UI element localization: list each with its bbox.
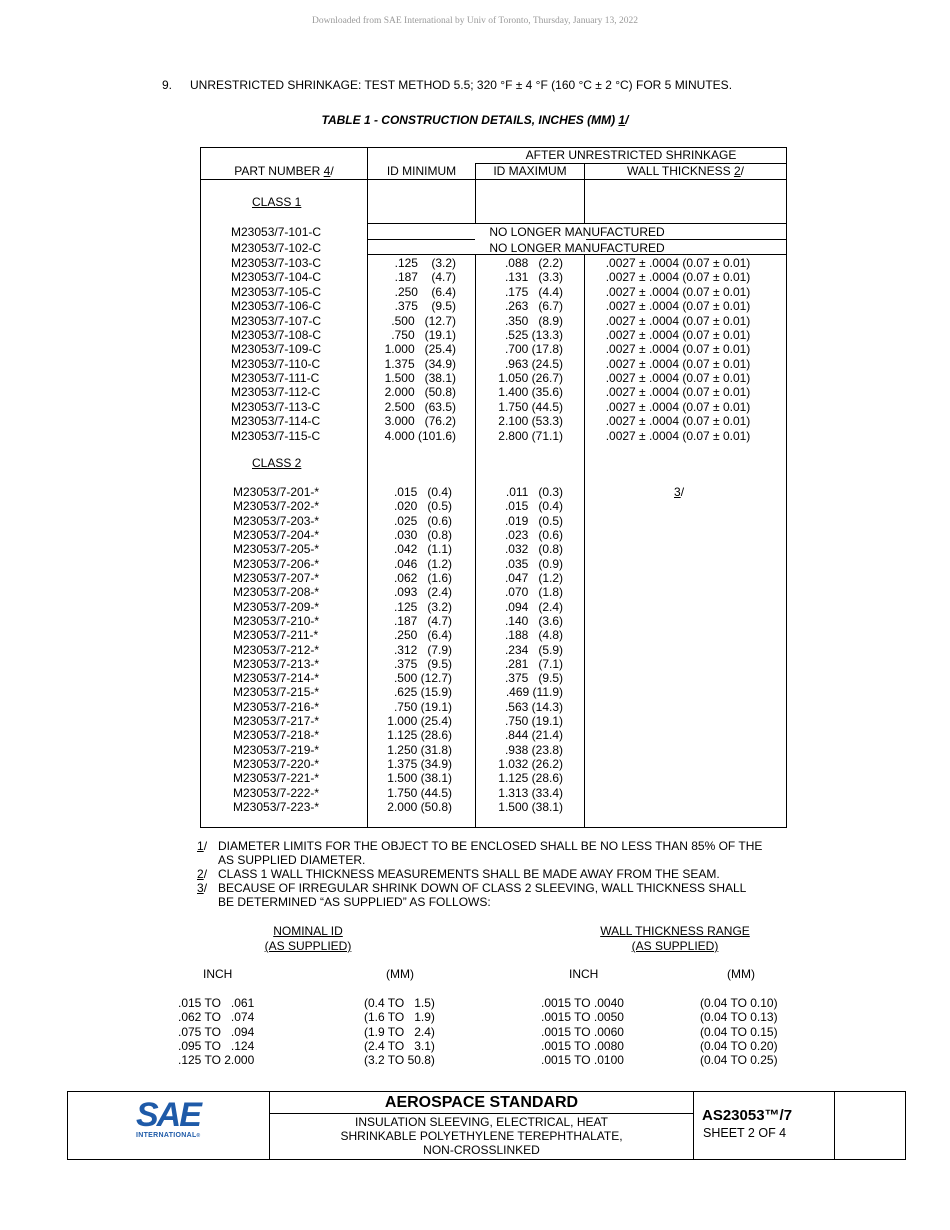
wall-range-mm: (0.04 TO 0.25) [700, 1053, 778, 1068]
id-minimum: 1.375 (34.9) [384, 356, 456, 371]
wall-range-inch: .0015 TO .0080 [541, 1038, 624, 1053]
wall-range-mm: (0.04 TO 0.10) [700, 996, 778, 1010]
id-maximum: 1.500 (38.1) [498, 800, 563, 815]
id-minimum: 4.000 (101.6) [384, 428, 456, 443]
id-maximum: .234 (5.9) [504, 642, 563, 657]
id-maximum: .750 (19.1) [504, 714, 563, 729]
part-number: M23053/7-115-C [231, 428, 321, 443]
id-minimum: .015 (0.4) [393, 485, 452, 499]
id-minimum: 1.750 (44.5) [387, 785, 452, 800]
id-minimum: .500 (12.7) [391, 313, 456, 328]
nominal-id-inch: .062 TO .074 [178, 1010, 255, 1025]
class-2-label: CLASS 2 [252, 456, 302, 470]
wall-range-inch: .0015 TO .0040 [541, 996, 624, 1010]
wall-range-inch: .0015 TO .0050 [541, 1010, 624, 1025]
id-minimum: .093 (2.4) [393, 585, 452, 600]
nominal-id-inch: .075 TO .094 [178, 1024, 255, 1039]
class-1-label: CLASS 1 [252, 195, 302, 209]
note-text: UNRESTRICTED SHRINKAGE: TEST METHOD 5.5; 320 °F ± 4 °F (160 °C ± 2 °C) FOR 5 MINUTES. [190, 78, 733, 92]
id-minimum: .750 (19.1) [391, 327, 456, 342]
id-maximum: .015 (0.4) [504, 499, 563, 514]
subtitle-line-1: INSULATION SLEEVING, ELECTRICAL, HEAT [355, 1115, 608, 1129]
table-title [0, 113, 950, 127]
id-minimum: .125 (3.2) [394, 256, 456, 270]
part-number: M23053/7-222-* [233, 785, 320, 800]
id-minimum: 1.000 (25.4) [387, 714, 452, 729]
part-number: M23053/7-217-* [233, 714, 320, 729]
id-maximum: .023 (0.6) [504, 527, 563, 542]
nominal-id-inch: .015 TO .061 [178, 996, 255, 1010]
part-number: M23053/7-213-* [233, 656, 320, 671]
nominal-id-mm: (2.4 TO 3.1) [364, 1038, 435, 1053]
nominal-id-as-supplied: (AS SUPPLIED) [264, 939, 352, 953]
id-minimum: .375 (9.5) [394, 299, 456, 314]
table-title-ref: 1 [618, 113, 626, 127]
id-maximum: .088 (2.2) [504, 256, 563, 270]
table-title-slash: / [625, 113, 629, 127]
part-number: M23053/7-211-* [233, 628, 319, 643]
part-number: M23053/7-210-* [233, 613, 320, 628]
id-maximum: .188 (4.8) [504, 628, 563, 643]
id-maximum: .281 (7.1) [504, 656, 563, 671]
id-minimum: 1.125 (28.6) [387, 728, 452, 743]
nominal-id-mm: (1.6 TO 1.9) [364, 1010, 435, 1025]
part-number: M23053/7-202-* [233, 499, 320, 514]
wall-thickness: .0027 ± .0004 (0.07 ± 0.01) [605, 299, 751, 314]
header-slash: / [330, 164, 334, 178]
footnote-ref: 2 [197, 867, 204, 881]
sheet-number: SHEET 2 OF 4 [703, 1126, 787, 1140]
header-part-number [201, 164, 367, 178]
wall-thickness: .0027 ± .0004 (0.07 ± 0.01) [605, 371, 751, 386]
part-number: M23053/7-220-* [233, 757, 320, 772]
id-maximum: .094 (2.4) [504, 599, 563, 614]
subtitle-line-2: SHRINKABLE POLYETHYLENE TEREPHTHALATE, [340, 1129, 623, 1143]
part-number: M23053/7-107-C [231, 313, 322, 328]
id-minimum: .030 (0.8) [393, 527, 452, 542]
wall-thickness: .0027 ± .0004 (0.07 ± 0.01) [605, 385, 751, 400]
wall-range-as-supplied: (AS SUPPLIED) [631, 939, 719, 953]
id-maximum: .019 (0.5) [504, 513, 563, 528]
header-id-minimum: ID MINIMUM [386, 164, 457, 178]
id-maximum: 1.050 (26.7) [498, 371, 563, 386]
id-minimum: 3.000 (76.2) [384, 414, 456, 429]
part-number: M23053/7-103-C [231, 256, 322, 270]
id-maximum: 1.400 (35.6) [498, 385, 563, 400]
wall-range-mm: (0.04 TO 0.13) [700, 1010, 778, 1025]
wall-range-mm: (0.04 TO 0.20) [700, 1038, 778, 1053]
id-minimum: .046 (1.2) [393, 556, 452, 571]
header-wall-ref: 2 [733, 164, 741, 178]
wall-range-inch: .0015 TO .0100 [541, 1053, 624, 1068]
id-maximum: .070 (1.8) [504, 585, 563, 600]
id-maximum: 1.750 (44.5) [498, 399, 563, 414]
part-number: M23053/7-109-C [231, 342, 322, 357]
part-number: M23053/7-204-* [233, 527, 320, 542]
sae-logo-reg: ® [196, 1133, 201, 1139]
part-number: M23053/7-218-* [233, 728, 320, 743]
part-number: M23053/7-102-C [231, 240, 322, 255]
id-minimum: 1.500 (38.1) [387, 771, 452, 786]
note-number: 9. [162, 78, 173, 92]
id-minimum: .250 (6.4) [393, 628, 452, 643]
id-maximum: .563 (14.3) [504, 699, 563, 714]
footnote-text: AS SUPPLIED DIAMETER. [218, 853, 366, 867]
no-longer-manufactured: NO LONGER MANUFACTURED [489, 225, 665, 239]
id-maximum: .375 (9.5) [504, 671, 563, 686]
footnote-text: DIAMETER LIMITS FOR THE OBJECT TO BE ENCLOSED SHALL BE NO LESS THAN 85% OF THE [218, 839, 763, 853]
wall-range-mm: (0.04 TO 0.15) [700, 1024, 778, 1039]
id-maximum: 1.032 (26.2) [498, 757, 563, 772]
download-watermark: Downloaded from SAE International by Univ of Toronto, Thursday, January 13, 2022 [311, 16, 639, 26]
nominal-id-inch: .095 TO .124 [178, 1038, 255, 1053]
id-minimum: .187 (4.7) [394, 270, 456, 285]
nominal-mm-heading: (MM) [386, 967, 414, 981]
id-maximum: .700 (17.8) [504, 342, 563, 357]
id-maximum: .032 (0.8) [504, 542, 563, 557]
header-wall-thickness [585, 164, 786, 178]
header-slash: / [740, 164, 744, 178]
part-number: M23053/7-216-* [233, 699, 320, 714]
id-minimum: .042 (1.1) [393, 542, 452, 557]
nominal-id-mm: (0.4 TO 1.5) [364, 996, 435, 1010]
id-minimum: .020 (0.5) [393, 499, 452, 514]
part-number: M23053/7-105-C [231, 284, 322, 299]
id-minimum: 1.250 (31.8) [387, 742, 452, 757]
id-maximum: .844 (21.4) [504, 728, 563, 743]
sae-logo-sub [136, 1132, 204, 1139]
sae-logo-text: SAE [136, 1096, 200, 1134]
wall-range-inch: .0015 TO .0060 [541, 1024, 624, 1039]
id-maximum: .525 (13.3) [504, 327, 563, 342]
part-number: M23053/7-219-* [233, 742, 320, 757]
id-maximum: .131 (3.3) [504, 270, 563, 285]
nominal-id-mm: (1.9 TO 2.4) [364, 1024, 435, 1039]
part-number: M23053/7-113-C [231, 399, 321, 414]
part-number: M23053/7-106-C [231, 299, 322, 314]
id-maximum: 1.125 (28.6) [498, 771, 563, 786]
id-maximum: .140 (3.6) [504, 613, 563, 628]
id-minimum: 1.375 (34.9) [387, 757, 452, 772]
wall-thickness: .0027 ± .0004 (0.07 ± 0.01) [605, 256, 751, 270]
id-minimum: .125 (3.2) [393, 599, 452, 614]
part-number: M23053/7-215-* [233, 685, 320, 700]
id-maximum: .963 (24.5) [504, 356, 563, 371]
part-number: M23053/7-111-C [231, 371, 320, 386]
wall-thickness: .0027 ± .0004 (0.07 ± 0.01) [605, 399, 751, 414]
header-id-maximum: ID MAXIMUM [493, 164, 567, 178]
part-number: M23053/7-203-* [233, 513, 320, 528]
footnote-slash: / [203, 867, 208, 881]
wall-thickness: .0027 ± .0004 (0.07 ± 0.01) [605, 313, 751, 328]
id-maximum: .035 (0.9) [504, 556, 563, 571]
id-minimum: 2.500 (63.5) [384, 399, 456, 414]
id-minimum: .625 (15.9) [393, 685, 452, 700]
footnote-text: BE DETERMINED “AS SUPPLIED” AS FOLLOWS: [218, 895, 491, 909]
header-after-shrinkage: AFTER UNRESTRICTED SHRINKAGE [525, 148, 737, 162]
id-maximum: 1.313 (33.4) [498, 785, 563, 800]
wall-thickness: .0027 ± .0004 (0.07 ± 0.01) [605, 356, 751, 371]
nominal-id-inch: .125 TO 2.000 [178, 1053, 255, 1068]
id-minimum: .025 (0.6) [393, 513, 452, 528]
wall-range-heading: WALL THICKNESS RANGE [600, 924, 750, 938]
wall-thickness: .0027 ± .0004 (0.07 ± 0.01) [605, 270, 751, 285]
id-minimum: 2.000 (50.8) [384, 385, 456, 400]
id-minimum: .500 (12.7) [393, 671, 452, 686]
document-subtitle [270, 1115, 693, 1157]
header-part-number-text: PART NUMBER [234, 164, 324, 178]
id-maximum: .175 (4.4) [504, 284, 563, 299]
footnote-number [197, 839, 207, 853]
footnote-number [197, 867, 207, 881]
table-title-text: TABLE 1 - CONSTRUCTION DETAILS, INCHES (MM) [321, 113, 619, 127]
wall-mm-heading: (MM) [727, 967, 755, 981]
footnote-number [197, 881, 207, 895]
part-number: M23053/7-108-C [231, 327, 322, 342]
nominal-inch-heading: INCH [203, 967, 233, 981]
class-2-wall-slash: / [680, 485, 685, 499]
footnote-slash: / [203, 881, 208, 895]
id-maximum: .938 (23.8) [504, 742, 563, 757]
footnote-text: BECAUSE OF IRREGULAR SHRINK DOWN OF CLASS 2 SLEEVING, WALL THICKNESS SHALL [218, 881, 747, 895]
footnote-slash: / [203, 839, 208, 853]
footnote-ref: 1 [197, 839, 204, 853]
part-number: M23053/7-221-* [233, 771, 320, 786]
part-number: M23053/7-206-* [233, 556, 320, 571]
part-number: M23053/7-110-C [231, 356, 321, 371]
id-minimum: .187 (4.7) [393, 613, 452, 628]
id-minimum: .250 (6.4) [394, 284, 456, 299]
id-minimum: 1.500 (38.1) [384, 371, 456, 386]
part-number: M23053/7-101-C [231, 225, 322, 239]
wall-thickness: .0027 ± .0004 (0.07 ± 0.01) [605, 428, 751, 443]
wall-inch-heading: INCH [569, 967, 599, 981]
note-9 [162, 78, 732, 92]
class-2-wall-note [674, 485, 684, 499]
header-wall-text: WALL THICKNESS [627, 164, 734, 178]
header-part-number-ref: 4 [323, 164, 331, 178]
id-minimum: .750 (19.1) [393, 699, 452, 714]
id-minimum: 2.000 (50.8) [387, 800, 452, 815]
sae-logo [136, 1096, 204, 1146]
footnote-text: CLASS 1 WALL THICKNESS MEASUREMENTS SHALL BE MADE AWAY FROM THE SEAM. [218, 867, 720, 881]
footnote-ref: 3 [197, 881, 204, 895]
sae-logo-sub-text: INTERNATIONAL [136, 1132, 197, 1139]
part-number: M23053/7-223-* [233, 800, 320, 815]
no-longer-manufactured: NO LONGER MANUFACTURED [489, 240, 665, 255]
id-maximum: .263 (6.7) [504, 299, 563, 314]
wall-thickness: .0027 ± .0004 (0.07 ± 0.01) [605, 342, 751, 357]
document-number: AS23053™/7 [702, 1107, 793, 1124]
part-number: M23053/7-104-C [231, 270, 322, 285]
wall-thickness: .0027 ± .0004 (0.07 ± 0.01) [605, 284, 751, 299]
part-number: M23053/7-112-C [231, 385, 321, 400]
part-number: M23053/7-214-* [233, 671, 320, 686]
id-maximum: .350 (8.9) [504, 313, 563, 328]
id-maximum: 2.100 (53.3) [498, 414, 563, 429]
id-minimum: 1.000 (25.4) [384, 342, 456, 357]
part-number: M23053/7-208-* [233, 585, 320, 600]
id-maximum: .011 (0.3) [505, 485, 563, 499]
part-number: M23053/7-114-C [231, 414, 321, 429]
id-minimum: .062 (1.6) [393, 570, 452, 585]
part-number: M23053/7-201-* [233, 485, 320, 499]
id-maximum: .469 (11.9) [505, 685, 563, 700]
part-number: M23053/7-212-* [233, 642, 320, 657]
part-number: M23053/7-207-* [233, 570, 320, 585]
wall-thickness: .0027 ± .0004 (0.07 ± 0.01) [605, 414, 751, 429]
class-2-wall-ref: 3 [674, 485, 681, 499]
id-minimum: .312 (7.9) [393, 642, 452, 657]
part-number: M23053/7-205-* [233, 542, 320, 557]
id-maximum: .047 (1.2) [504, 570, 563, 585]
wall-thickness: .0027 ± .0004 (0.07 ± 0.01) [605, 327, 751, 342]
subtitle-line-3: NON-CROSSLINKED [423, 1143, 540, 1157]
part-number: M23053/7-209-* [233, 599, 320, 614]
id-minimum: .375 (9.5) [393, 656, 452, 671]
nominal-id-mm: (3.2 TO 50.8) [364, 1053, 435, 1068]
standard-title: AEROSPACE STANDARD [384, 1094, 579, 1111]
nominal-id-heading: NOMINAL ID [273, 924, 343, 938]
id-maximum: 2.800 (71.1) [498, 428, 563, 443]
